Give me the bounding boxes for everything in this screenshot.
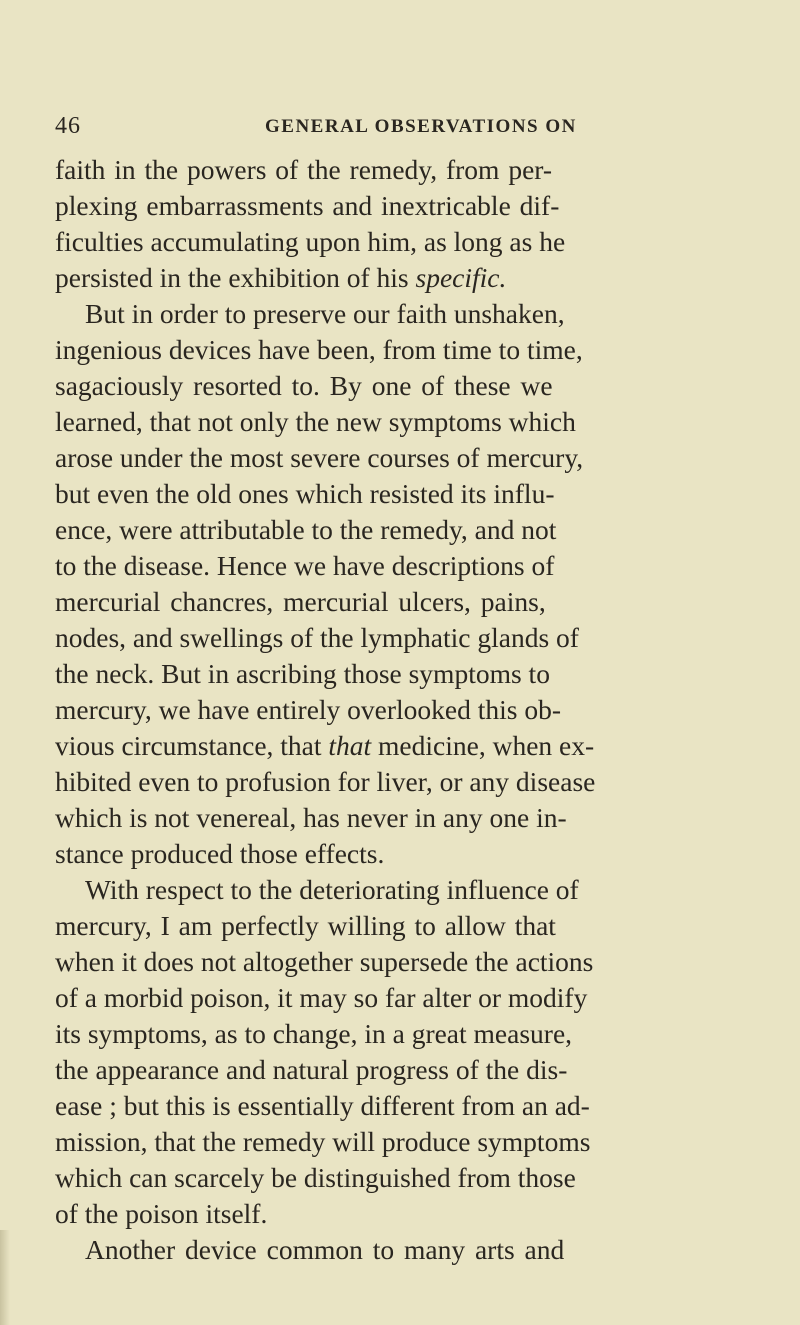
text-run: vious circumstance, that	[55, 730, 329, 761]
paragraph-start-line: With respect to the deteriorating influence of	[85, 874, 579, 905]
text-line: its symptoms, as to change, in a great measure,	[55, 1018, 573, 1049]
text-line: mercury, I am perfectly willing to allow that	[55, 910, 556, 941]
running-head	[0, 113, 800, 143]
text-line: the appearance and natural progress of the dis-	[55, 1054, 568, 1085]
italic-word: specific.	[415, 262, 507, 293]
paragraph-start-line: But in order to preserve our faith unshaken,	[85, 298, 565, 329]
text-line: of a morbid poison, it may so far alter or modify	[55, 982, 588, 1013]
text-run: persisted in the exhibition of his	[55, 262, 416, 293]
text-line: learned, that not only the new symptoms which	[55, 406, 576, 437]
italic-word: that	[328, 730, 372, 761]
text-line: faith in the powers of the remedy, from per-	[55, 154, 553, 185]
text-line: mission, that the remedy will produce symptoms	[55, 1126, 591, 1157]
text-line: but even the old ones which resisted its influ-	[55, 478, 555, 509]
text-line: sagaciously resorted to. By one of these we	[55, 370, 553, 401]
paragraph-start-line: Another device common to many arts and	[85, 1234, 565, 1265]
text-line: ence, were attributable to the remedy, and not	[55, 514, 557, 545]
text-line: of the poison itself.	[55, 1198, 268, 1229]
text-line: arose under the most severe courses of mercury,	[55, 442, 584, 473]
text-line	[55, 260, 506, 296]
text-line: which can scarcely be distinguished from those	[55, 1162, 576, 1193]
running-title: GENERAL OBSERVATIONS ON	[265, 116, 577, 137]
page-number: 46	[55, 113, 81, 139]
text-line: which is not venereal, has never in any one in-	[55, 802, 567, 833]
text-line: ease ; but this is essentially different from an ad-	[55, 1090, 590, 1121]
text-line: ingenious devices have been, from time to time,	[55, 334, 583, 365]
text-line	[55, 728, 594, 764]
text-line: hibited even to profusion for liver, or any disease	[55, 766, 596, 797]
text-line: to the disease. Hence we have descriptions of	[55, 550, 555, 581]
text-run: medicine, when ex-	[371, 730, 595, 761]
text-line: mercury, we have entirely overlooked this ob-	[55, 694, 562, 725]
page-edge-shadow	[0, 1230, 10, 1325]
text-line: stance produced those effects.	[55, 838, 385, 869]
text-line: nodes, and swellings of the lymphatic glands of	[55, 622, 579, 653]
text-line: plexing embarrassments and inextricable dif-	[55, 190, 560, 221]
text-line: ficulties accumulating upon him, as long as he	[55, 226, 566, 257]
text-line: mercurial chancres, mercurial ulcers, pains,	[55, 586, 546, 617]
text-line: the neck. But in ascribing those symptoms to	[55, 658, 550, 689]
text-line: when it does not altogether supersede the actions	[55, 946, 594, 977]
